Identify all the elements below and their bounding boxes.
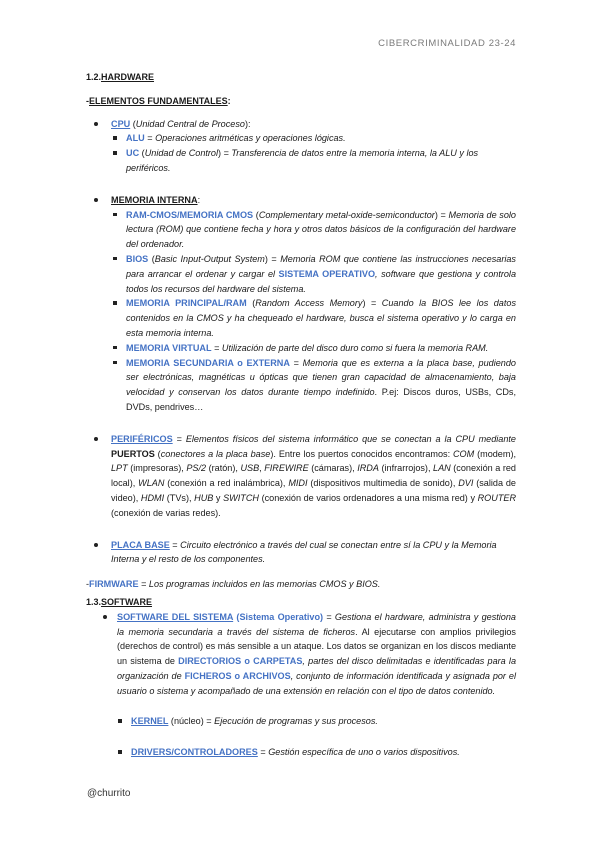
list-item-perifericos: PERIFÉRICOS = Elementos físicos del sistema informático que se conectan a la CPU mediante PUERTOS (conectores a la placa base). Entre los puertos conocidos encontramos: COM (modem), LPT (impresoras), PS/2 (ratón), USB, FIREWIRE (cámaras), IRDA (infrarrojos), LAN (conexión a red local), WLAN (conexión a red inalámbrica), MIDI (dispositivos multimedia de sonido), DVI (salida de video), HDMI (TVs), HUB y SWITCH (conexión de varios ordenadores a una misma red) y ROUTER (conexión de varias redes). <box>86 432 516 521</box>
port-name: FIREWIRE <box>264 463 309 474</box>
port-name: ROUTER <box>477 492 517 503</box>
square-bullet-icon <box>113 151 117 155</box>
firmware-line: -FIRMWARE = Los programas incluidos en las memorias CMOS y BIOS. <box>86 579 381 590</box>
port-description: (ratón), <box>206 463 241 474</box>
term-cpu: CPU <box>111 118 131 129</box>
page-footer-author: @churrito <box>87 788 131 799</box>
section-heading-software: 1.3.SOFTWARE <box>86 596 153 607</box>
port-description: (cámaras), <box>308 463 358 474</box>
port-name: MIDI <box>288 478 308 489</box>
bullet-icon <box>94 437 98 441</box>
page-header: CIBERCRIMINALIDAD 23-24 <box>378 38 516 49</box>
square-bullet-icon <box>113 361 117 365</box>
square-bullet-icon <box>113 213 117 217</box>
port-name: USB <box>240 463 260 474</box>
square-bullet-icon <box>113 136 117 140</box>
list-item-ram: MEMORIA PRINCIPAL/RAM (Random Access Memory) = Cuando la BIOS lee los datos contenidos en la CMOS y ha chequeado el hardware, busca el sistema operativo y lo carga en esta memoria interna. <box>86 296 516 340</box>
square-bullet-icon <box>118 750 122 754</box>
port-description: (dispositivos multimedia de sonido), <box>307 478 459 489</box>
port-name: IRDA <box>357 463 379 474</box>
square-bullet-icon <box>113 346 117 350</box>
port-description: (infrarrojos), <box>378 463 434 474</box>
port-description: (salida de video), <box>111 478 516 503</box>
port-description: y <box>213 492 224 503</box>
port-description: , <box>259 463 265 474</box>
port-name: SWITCH <box>223 492 259 503</box>
list-item-memoria-interna: MEMORIA INTERNA: <box>86 193 516 208</box>
list-item-ram-cmos: RAM-CMOS/MEMORIA CMOS (Complementary metal-oxide-semiconductor) = Memoria de solo lectura (ROM) que contiene fecha y hora y otros datos básicos de la configuración del hardware del ordenador. <box>86 208 516 252</box>
port-name: LAN <box>433 463 451 474</box>
port-description: (impresoras), <box>127 463 187 474</box>
port-description: (TVs), <box>164 492 195 503</box>
square-bullet-icon <box>113 257 117 261</box>
list-item-software-sistema: SOFTWARE DEL SISTEMA (Sistema Operativo) = Gestiona el hardware, administra y gestiona la memoria secundaria a través del sistema de ficheros. Al ejecutarse con amplios privilegios (derechos de control) es más sensible a un ataque. Los datos se organizan en los discos mediante un sistema de DIRECTORIOS o CARPETAS, partes del disco delimitadas e identificadas para la organización de FICHEROS o ARCHIVOS, conjunto de información identificada y asignada por el usuario o sistema y acompañado de una extensión en relación con el tipo de datos contenido. <box>86 610 516 699</box>
port-description: (conexión a red local), <box>111 463 516 489</box>
port-description: (conexión de varios ordenadores a una misma red) y <box>258 492 478 503</box>
port-name: COM <box>452 448 475 459</box>
port-name: HUB <box>194 492 214 503</box>
list-item-placa-base: PLACA BASE = Circuito electrónico a través del cual se conectan entre sí la CPU y la Memoria Interna y el resto de los componentes. <box>86 538 516 568</box>
list-item-uc: UC (Unidad de Control) = Transferencia de datos entre la memoria interna, la ALU y los periféricos. <box>86 146 516 176</box>
subheading-elementos: -ELEMENTOS FUNDAMENTALES: <box>86 95 231 106</box>
list-item-bios: BIOS (Basic Input-Output System) = Memoria ROM que contiene las instrucciones necesarias para arrancar el ordenar y cargar el SISTEMA OPERATIVO, software que gestiona y controla todos los recursos del hardware del sistema. <box>86 252 516 296</box>
square-bullet-icon <box>118 719 122 723</box>
port-description: (conexión de varias redes). <box>111 507 221 518</box>
section-heading-hardware: 1.2.HARDWARE <box>86 72 155 82</box>
port-name: WLAN <box>138 478 165 489</box>
bullet-icon <box>94 122 98 126</box>
list-item-alu: ALU = Operaciones aritméticas y operaciones lógicas. <box>86 131 516 146</box>
list-item-cpu: CPU (Unidad Central de Proceso): <box>86 117 516 132</box>
list-item-virtual: MEMORIA VIRTUAL = Utilización de parte del disco duro como si fuera la memoria RAM. <box>86 341 516 356</box>
port-description: (conexión a red inalámbrica), <box>164 478 289 489</box>
port-description: (modem), <box>474 448 516 459</box>
bullet-icon <box>94 543 98 547</box>
bullet-icon <box>103 615 107 619</box>
port-name: DVI <box>458 478 474 489</box>
list-item-drivers: DRIVERS/CONTROLADORES = Gestión específica de uno o varios dispositivos. <box>86 745 516 760</box>
port-name: PS/2 <box>186 463 207 474</box>
list-item-secundaria: MEMORIA SECUNDARIA o EXTERNA = Memoria que es externa a la placa base, pudiendo ser electrónicas, magnéticas u ópticas que tienen gran capacidad de almacenamiento, baja velocidad y conservan los datos durante tiempo indefinido. P.ej: Discos duros, USBs, CDs, DVDs, pendrives… <box>86 356 516 415</box>
square-bullet-icon <box>113 301 117 305</box>
list-item-kernel: KERNEL (núcleo) = Ejecución de programas y sus procesos. <box>86 714 516 729</box>
port-name: LPT <box>111 463 128 474</box>
port-name: HDMI <box>140 492 165 503</box>
bullet-icon <box>94 198 98 202</box>
document-body <box>86 70 516 760</box>
